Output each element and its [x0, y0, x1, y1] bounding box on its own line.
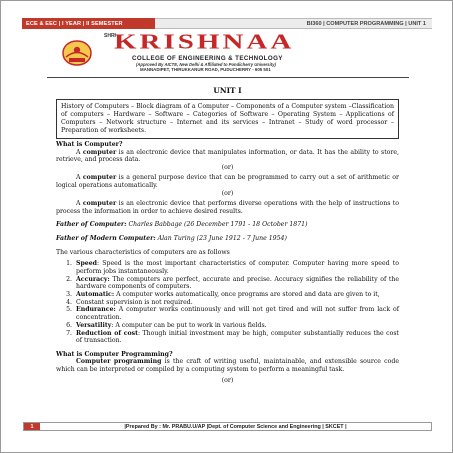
list-item: 4. Constant supervision is not required.	[74, 299, 399, 307]
definition-1: A computer is an electronic device that manipulates information, or data. It has the ability to store, retrieve, and process data.	[56, 148, 399, 164]
page-footer	[23, 422, 432, 431]
college-name: COLLEGE OF ENGINEERING & TECHNOLOGY	[132, 55, 283, 62]
course-info: ECE & EEC | I YEAR | II SEMESTER	[22, 18, 155, 29]
main-content	[56, 141, 399, 384]
running-header	[22, 18, 432, 29]
programming-definition: Computer programming is the craft of writing useful, maintainable, and extensible source code which can be interpreted or compiled by a computing system to perform a meaningful task.	[56, 358, 399, 373]
father-of-computer: Father of Computer: Charles Babbage (26 December 1791 - 18 October 1871)	[56, 221, 308, 229]
definition-3: A computer is an electronic device that performs diverse operations with the help of instructions to process the information in order to achieve desired results.	[56, 200, 400, 215]
section-heading-programming: What is Computer Programming?	[56, 350, 173, 358]
father-of-modern-computer: Father of Modern Computer: Alan Turing (23 June 1912 - 7 June 1954)	[56, 234, 287, 242]
characteristics-intro: The various characteristics of computers are as follows	[56, 248, 230, 256]
syllabus-box: History of Computers – Block diagram of a Computer – Components of a Computer system –Classification of computers – Hardware – Software – Categories of Software – Operating System – Applications of Computers – Network structure – Internet and its services – Intranet – Study of word processor – Preparation of worksheets.	[56, 99, 399, 139]
college-address: MANNADIPET, THIRUKKANUR ROAD, PUDUCHERRY - 605 501	[140, 67, 271, 72]
page-number: 1	[24, 423, 40, 430]
section-heading-computer: What is Computer?	[56, 141, 123, 148]
header-divider	[47, 77, 409, 78]
unit-title: UNIT I	[213, 86, 242, 95]
list-item: 6. Versatility: A computer can be put to work in various fields.	[74, 322, 399, 330]
characteristics-list	[74, 260, 399, 345]
list-item: 7. Reduction of cost: Though initial investment may be high, computer substantially reduces the cost of transaction.	[74, 330, 399, 345]
or-separator-2: (or)	[221, 189, 234, 197]
college-approval: (Approved By AICTE, New Delhi & Affiliated to Pondicherry University)	[136, 62, 276, 67]
shri-label: SHRI	[104, 33, 116, 39]
list-item: 5. Endurance: A computer works continuously and will not get tired and will not suffer from lack of concentration.	[74, 306, 399, 321]
list-item: 1. Speed: Speed is the most important characteristics of computer. Computer having more speed to perform jobs instantaneously.	[74, 260, 399, 275]
or-separator-1: (or)	[221, 163, 234, 171]
or-separator-3: (or)	[221, 376, 234, 384]
list-item: 2. Accuracy: The computers are perfect, accurate and precise. Accuracy signifies the reliability of the hardware components of computers.	[74, 276, 399, 291]
college-header	[56, 32, 396, 72]
college-logo-icon	[60, 38, 94, 68]
list-item: 3. Automatic: A computer works automatically, once programs are stored and data are given to it,	[74, 291, 399, 299]
definition-2: A computer is a general purpose device that can be programmed to carry out a set of arithmetic or logical operations automatically.	[56, 174, 399, 189]
subject-info: BI360 | COMPUTER PROGRAMMING | UNIT 1	[155, 18, 432, 29]
college-brand: KRISHNAA	[114, 30, 295, 54]
footer-credits: |Prepared By : Mr. PRABU.U/AP |Dept. of Computer Science and Engineering | SKCET |	[124, 423, 347, 430]
